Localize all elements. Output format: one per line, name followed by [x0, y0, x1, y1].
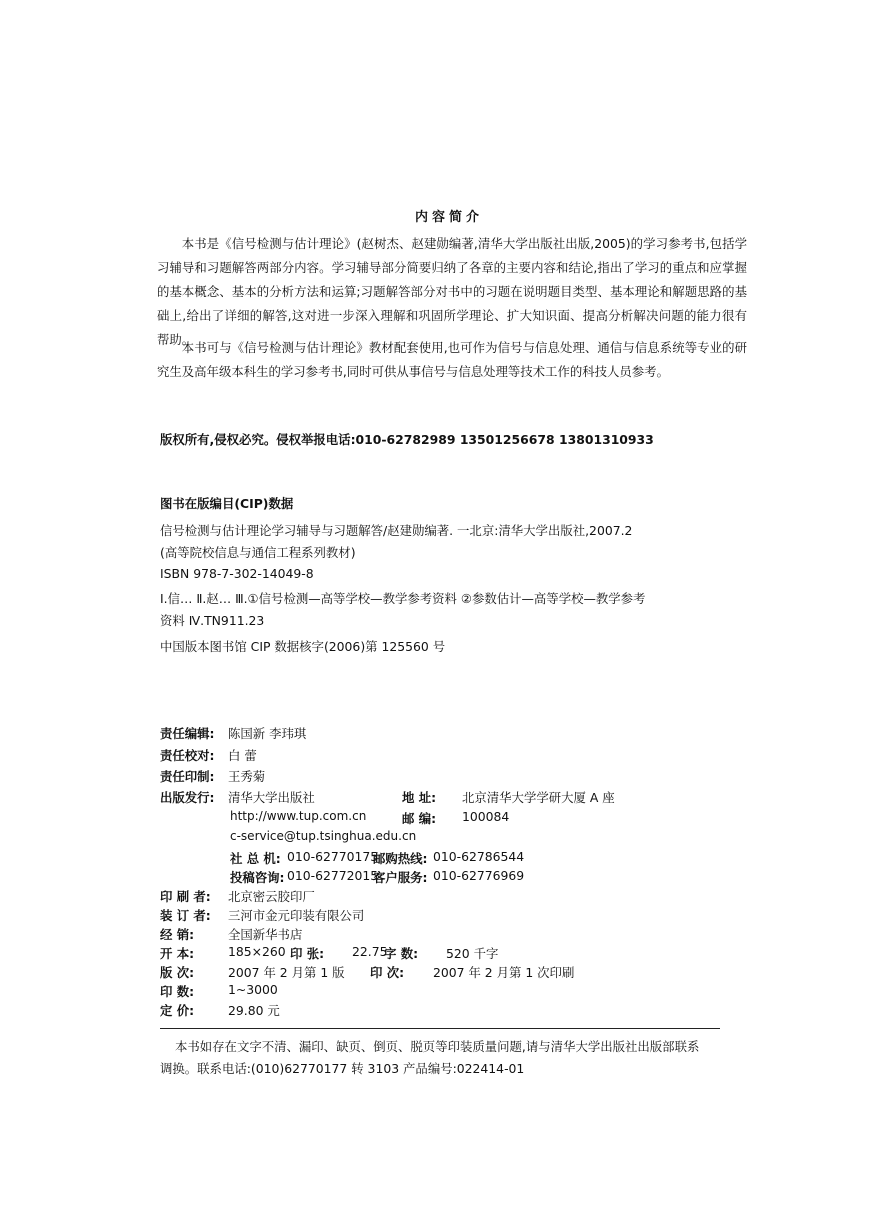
proofreader-label: 责任校对: — [160, 748, 215, 763]
submission-value: 010-62772015 — [287, 868, 379, 883]
postcode-label: 邮 编: — [402, 811, 437, 826]
footer-notice-line-1: 本书如存在文字不清、漏印、缺页、倒页、脱页等印装质量问题,请与清华大学出版社出版部联系 — [175, 1039, 700, 1054]
cip-line-series: (高等院校信息与通信工程系列教材) — [160, 545, 356, 560]
word-count-value: 520 千字 — [446, 946, 499, 961]
cip-line-title: 信号检测与估计理论学习辅导与习题解答/赵建勋编著. 一北京:清华大学出版社,2007.2 — [160, 523, 633, 538]
printer-label: 印 刷 者: — [160, 889, 211, 904]
switchboard-value: 010-62770175 — [287, 849, 379, 864]
edition-label: 版 次: — [160, 965, 195, 980]
distributor-value: 全国新华书店 — [228, 927, 303, 942]
footer-divider — [160, 1028, 720, 1029]
impression-label: 印 次: — [370, 965, 405, 980]
copyright-notice: 版权所有,侵权必究。侵权举报电话:010-62782989 13501256678 13801310933 — [160, 432, 654, 447]
sheets-label: 印 张: — [290, 946, 325, 961]
mail-order-value: 010-62786544 — [433, 849, 525, 864]
sheets-value: 22.75 — [352, 944, 388, 959]
proofreader-value: 白 蕾 — [228, 748, 257, 763]
switchboard-label: 社 总 机: — [230, 851, 281, 866]
binder-value: 三河市金元印装有限公司 — [228, 908, 365, 923]
publisher-website: http://www.tup.com.cn — [230, 809, 367, 823]
editor-label: 责任编辑: — [160, 726, 215, 741]
address-label: 地 址: — [402, 790, 437, 805]
cip-line-subjects: Ⅰ.信… Ⅱ.赵… Ⅲ.①信号检测—高等学校—教学参考资料 ②参数估计—高等学校—教学参考 — [160, 591, 646, 606]
format-value: 185×260 — [228, 944, 286, 959]
distributor-label: 经 销: — [160, 927, 195, 942]
impression-value: 2007 年 2 月第 1 次印刷 — [433, 965, 575, 980]
intro-title: 内容简介 — [415, 210, 484, 225]
address-value: 北京清华大学学研大厦 A 座 — [462, 790, 615, 805]
intro-paragraph-2: 本书可与《信号检测与估计理论》教材配套使用,也可作为信号与信息处理、通信与信息系统等专业的研究生及高年级本科生的学习参考书,同时可供从事信号与信息处理等技术工作的科技人员参考。 — [157, 340, 747, 379]
price-value: 29.80 元 — [228, 1003, 280, 1018]
print-supervisor-value: 王秀菊 — [228, 769, 266, 784]
customer-service-value: 010-62776969 — [433, 868, 525, 883]
publisher-label: 出版发行: — [160, 790, 215, 805]
footer-notice-line-2: 调换。联系电话:(010)62770177 转 3103 产品编号:022414-01 — [160, 1061, 525, 1076]
print-supervisor-label: 责任印制: — [160, 769, 215, 784]
submission-label: 投稿咨询: — [230, 870, 285, 885]
word-count-label: 字 数: — [384, 946, 419, 961]
cip-line-classification: 资料 Ⅳ.TN911.23 — [160, 613, 265, 628]
binder-label: 装 订 者: — [160, 908, 211, 923]
postcode-value: 100084 — [462, 809, 510, 824]
cip-line-isbn: ISBN 978-7-302-14049-8 — [160, 566, 314, 581]
intro-paragraph-1: 本书是《信号检测与估计理论》(赵树杰、赵建勋编著,清华大学出版社出版,2005)的学习参考书,包括学习辅导和习题解答两部分内容。学习辅导部分简要归纳了各章的主要内容和结论,指出了学习的重点和应掌握的基本概念、基本的分析方法和运算;习题解答部分对书中的习题在说明题目类型、基本理论和解题思路的基础上,给出了详细的解答,这对进一步深入理解和巩固所学理论、扩大知识面、提高分析解决问题的能力很有帮助。 — [157, 236, 747, 347]
mail-order-label: 邮购热线: — [373, 851, 428, 866]
format-label: 开 本: — [160, 946, 195, 961]
print-run-value: 1~3000 — [228, 982, 278, 997]
printer-value: 北京密云胶印厂 — [228, 889, 315, 904]
edition-value: 2007 年 2 月第 1 版 — [228, 965, 345, 980]
cip-line-record-number: 中国版本图书馆 CIP 数据核字(2006)第 125560 号 — [160, 639, 446, 654]
customer-service-label: 客户服务: — [373, 870, 428, 885]
cip-heading: 图书在版编目(CIP)数据 — [160, 496, 294, 511]
price-label: 定 价: — [160, 1003, 195, 1018]
publisher-email: c-service@tup.tsinghua.edu.cn — [230, 829, 417, 843]
editor-value: 陈国新 李玮琪 — [228, 726, 307, 741]
print-run-label: 印 数: — [160, 984, 195, 999]
publisher-value: 清华大学出版社 — [228, 790, 315, 805]
